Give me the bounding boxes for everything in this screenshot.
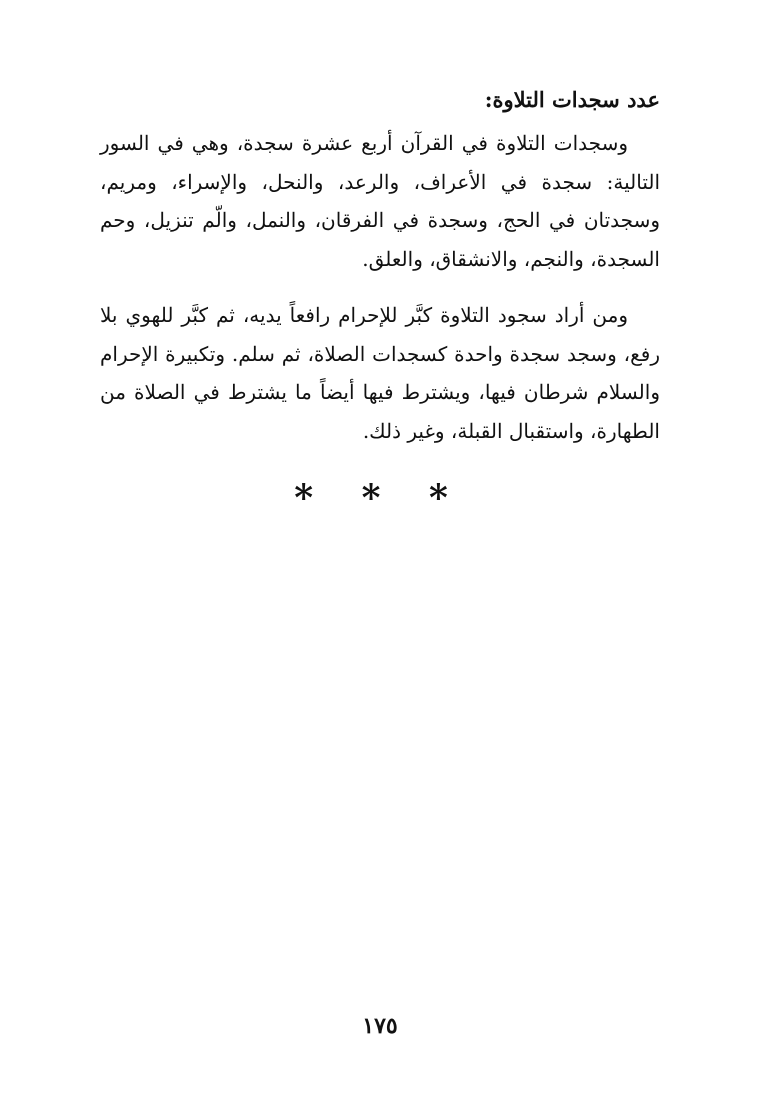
page-number: ١٧٥ xyxy=(362,1013,398,1039)
paragraph-2: ومن أراد سجود التلاوة كبَّر للإحرام رافعاً يديه، ثم كبَّر للهوي بلا رفع، وسجد سجدة واحدة كسجدات الصلاة، ثم سلم. وتكبيرة الإحرام والسلام شرطان فيها، ويشترط فيها أيضاً ما يشترط في الصلاة من الطهارة، واستقبال القبلة، وغير ذلك. xyxy=(100,303,660,443)
paragraph-container-1 xyxy=(100,124,660,278)
section-separator: * * * xyxy=(294,477,466,519)
paragraph-container-2 xyxy=(100,296,660,450)
section-heading: عدد سجدات التلاوة: xyxy=(484,87,660,112)
paragraph-1: وسجدات التلاوة في القرآن أربع عشرة سجدة، وهي في السور التالية: سجدة في الأعراف، والرعد، والنحل، والإسراء، ومريم، وسجدتان في الحج، وسجدة في الفرقان، والنمل، والّم تنزيل، وحم السجدة، والنجم، والانشقاق، والعلق. xyxy=(100,131,660,271)
